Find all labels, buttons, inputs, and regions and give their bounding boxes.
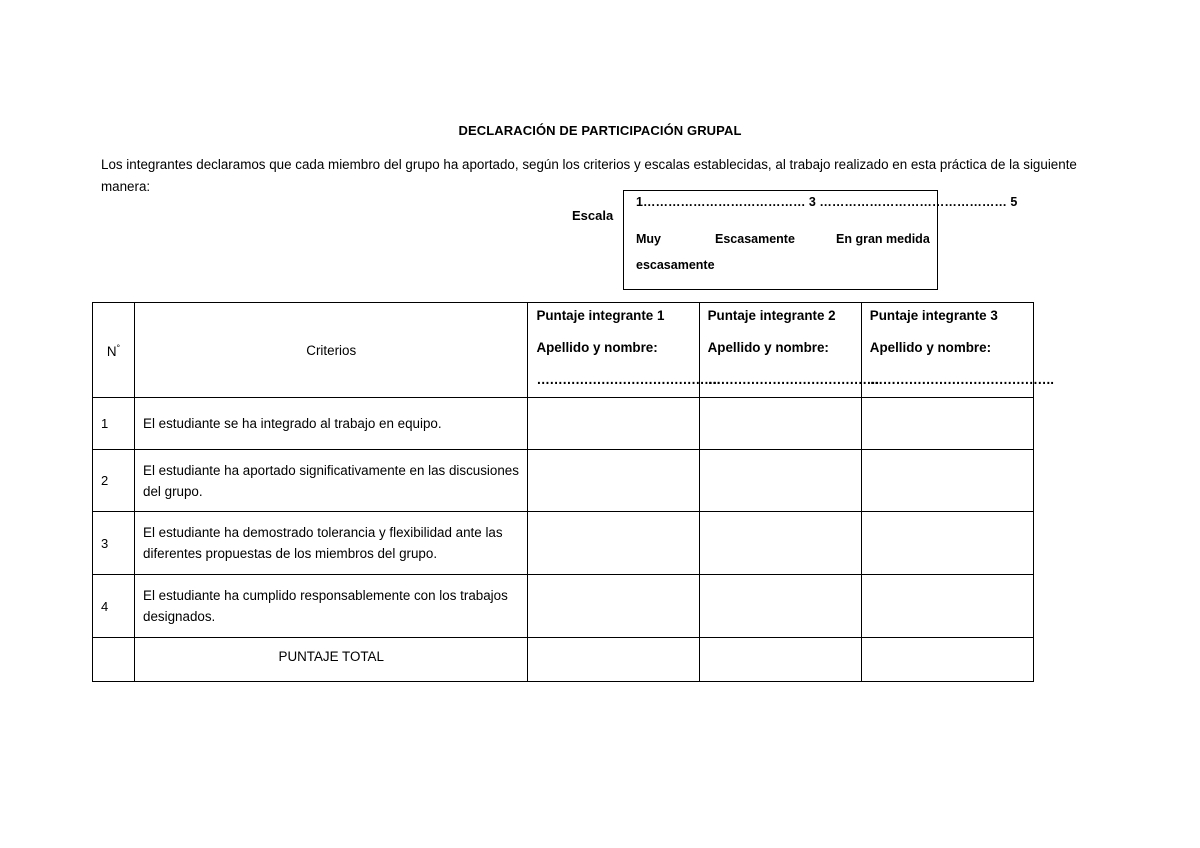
table-row: [93, 450, 1034, 512]
member-3-name-blank: …………………………………….: [869, 372, 1054, 387]
number-header-label: N: [106, 344, 117, 359]
scale-word-muy: Muy: [636, 232, 661, 246]
member-1-name-blank: …………………………………….: [536, 372, 721, 387]
table-row: [93, 512, 1034, 575]
total-number-cell: [93, 638, 135, 682]
table-row: [93, 398, 1034, 450]
row-number: 4: [93, 575, 135, 638]
page-title: DECLARACIÓN DE PARTICIPACIÓN GRUPAL: [458, 123, 742, 138]
scale-word-escasamente-2: escasamente: [636, 258, 715, 272]
member-3-header: [861, 303, 1054, 398]
scale-numbers: 1………………………………… 3 ……………………………………… 5: [636, 195, 1018, 209]
member-1-name-label: Apellido y nombre:: [536, 340, 658, 355]
member-2-name-label: Apellido y nombre:: [707, 340, 829, 355]
total-label: PUNTAJE TOTAL: [135, 638, 528, 682]
member-1-header: [528, 303, 721, 398]
score-cell-member-1[interactable]: [528, 512, 699, 575]
table-row: [93, 575, 1034, 638]
participation-table: [92, 302, 1054, 682]
score-cell-member-2[interactable]: [699, 512, 861, 575]
row-criterion: El estudiante ha cumplido responsablemente con los trabajos designados.: [135, 575, 528, 638]
row-criterion: El estudiante ha aportado significativamente en las discusiones del grupo.: [135, 450, 528, 512]
total-cell-member-2[interactable]: [699, 638, 861, 682]
row-criterion: El estudiante se ha integrado al trabajo en equipo.: [135, 398, 528, 450]
member-1-title: Puntaje integrante 1: [536, 308, 665, 323]
score-cell-member-3[interactable]: [861, 575, 1033, 638]
criteria-header: Criterios: [135, 303, 528, 398]
score-cell-member-3[interactable]: [861, 512, 1033, 575]
member-3-title: Puntaje integrante 3: [869, 308, 998, 323]
number-header: [93, 303, 135, 398]
total-row: [93, 638, 1034, 682]
score-cell-member-2[interactable]: [699, 398, 861, 450]
scale-word-escasamente: Escasamente: [715, 232, 795, 246]
number-header-sup: °: [116, 343, 121, 353]
row-number: 1: [93, 398, 135, 450]
member-3-name-label: Apellido y nombre:: [869, 340, 992, 355]
row-criterion: El estudiante ha demostrado tolerancia y flexibilidad ante las diferentes propuestas de los miembros del grupo.: [135, 512, 528, 575]
member-2-title: Puntaje integrante 2: [707, 308, 836, 323]
score-cell-member-2[interactable]: [699, 450, 861, 512]
row-number: 3: [93, 512, 135, 575]
total-cell-member-1[interactable]: [528, 638, 699, 682]
score-cell-member-3[interactable]: [861, 398, 1033, 450]
score-cell-member-1[interactable]: [528, 575, 699, 638]
intro-paragraph: Los integrantes declaramos que cada miembro del grupo ha aportado, según los criterios y escalas establecidas, al trabajo realizado en esta práctica de la siguiente manera:: [101, 157, 1077, 194]
member-2-header: [699, 303, 879, 398]
member-2-name-blank: ………………………………….: [707, 372, 879, 387]
score-cell-member-2[interactable]: [699, 575, 861, 638]
total-cell-member-3[interactable]: [861, 638, 1033, 682]
score-cell-member-1[interactable]: [528, 398, 699, 450]
scale-word-gran-medida: En gran medida: [836, 232, 930, 246]
scale-box: [623, 190, 1018, 290]
score-cell-member-3[interactable]: [861, 450, 1033, 512]
score-cell-member-1[interactable]: [528, 450, 699, 512]
row-number: 2: [93, 450, 135, 512]
header-row: [93, 303, 1034, 398]
scale-label: Escala: [572, 208, 614, 223]
